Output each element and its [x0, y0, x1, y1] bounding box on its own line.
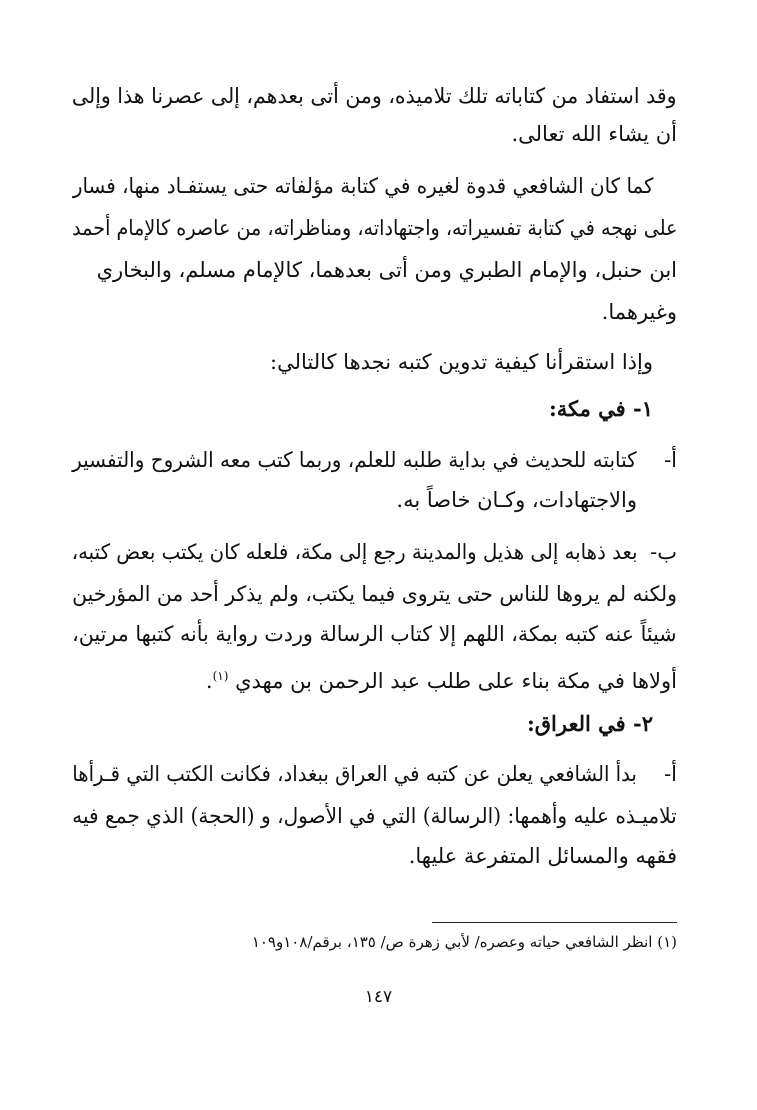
- section-1-item-b-end-punct: .: [205, 669, 213, 693]
- footnote-reference: (١): [212, 669, 229, 683]
- paragraph-1-line-2: أن يشاء الله تعالى.: [511, 122, 677, 146]
- section-1-item-b-line-2: ولكنه لم يروها للناس حتى يتروى فيما يكتب، ولم يذكر أحد من المؤرخين: [72, 582, 677, 606]
- page-number: ١٤٧: [364, 987, 393, 1007]
- footnote-text: (١) انظر الشافعي حياته وعصره/ لأبي زهرة ص/ ١٣٥، برقم/١٠٨و١٠٩: [251, 933, 677, 951]
- paragraph-1-line-1: وقد استفاد من كتاباته تلك تلاميذه، ومن أتى بعدهم، إلى عصرنا هذا وإلى: [72, 84, 677, 108]
- section-1-item-b-line-4-text: أولاها في مكة بناء على طلب عبد الرحمن بن مهدي: [235, 669, 677, 693]
- paragraph-2-line-2: على نهجه في كتابة تفسيراته، واجتهاداته، ومناظراته، من عاصره كالإمام أحمد: [71, 216, 677, 240]
- paragraph-2-line-4: وغيرهما.: [601, 300, 677, 324]
- section-2-item-a-line-1: بدأ الشافعي يعلن عن كتبه في العراق ببغداد، فكانت الكتب التي قـرأها: [72, 762, 637, 786]
- section-1-item-b-marker: ب-: [650, 540, 677, 564]
- section-2-item-a-line-3: فقهه والمسائل المتفرعة عليها.: [408, 844, 677, 868]
- footnote-divider: [432, 922, 677, 923]
- section-1-heading: ١- في مكة:: [548, 396, 653, 421]
- section-2-item-a-line-2: تلاميـذه عليه وأهمها: (الرسالة) التي في الأصول، و (الحجة) الذي جمع فيه: [72, 804, 677, 828]
- paragraph-2-line-3: ابن حنبل، والإمام الطبري ومن أتى بعدهما، كالإمام مسلم، والبخاري: [96, 258, 677, 282]
- section-1-item-a-marker: أ-: [664, 448, 677, 472]
- section-1-item-a-line-1: كتابته للحديث في بداية طلبه للعلم، وربما كتب معه الشروح والتفسير: [72, 448, 637, 472]
- section-1-item-b-line-3: شيئاً عنه كتبه بمكة، اللهم إلا كتاب الرسالة وردت رواية بأنه كتبها مرتين،: [72, 622, 677, 646]
- paragraph-3: وإذا استقرأنا كيفية تدوين كتبه نجدها كالتالي:: [270, 350, 653, 374]
- section-1-item-a-line-2: والاجتهادات، وكـان خاصاً به.: [396, 488, 637, 512]
- section-1-item-b-line-4: [206, 660, 677, 697]
- section-2-heading: ٢- في العراق:: [527, 711, 653, 736]
- section-1-item-b-line-1: بعد ذهابه إلى هذيل والمدينة رجع إلى مكة، فلعله كان يكتب بعض كتبه،: [71, 540, 637, 564]
- paragraph-2-line-1: كما كان الشافعي قدوة لغيره في كتابة مؤلفاته حتى يستفـاد منها، فسار: [72, 174, 653, 198]
- section-2-item-a-marker: أ-: [664, 762, 677, 786]
